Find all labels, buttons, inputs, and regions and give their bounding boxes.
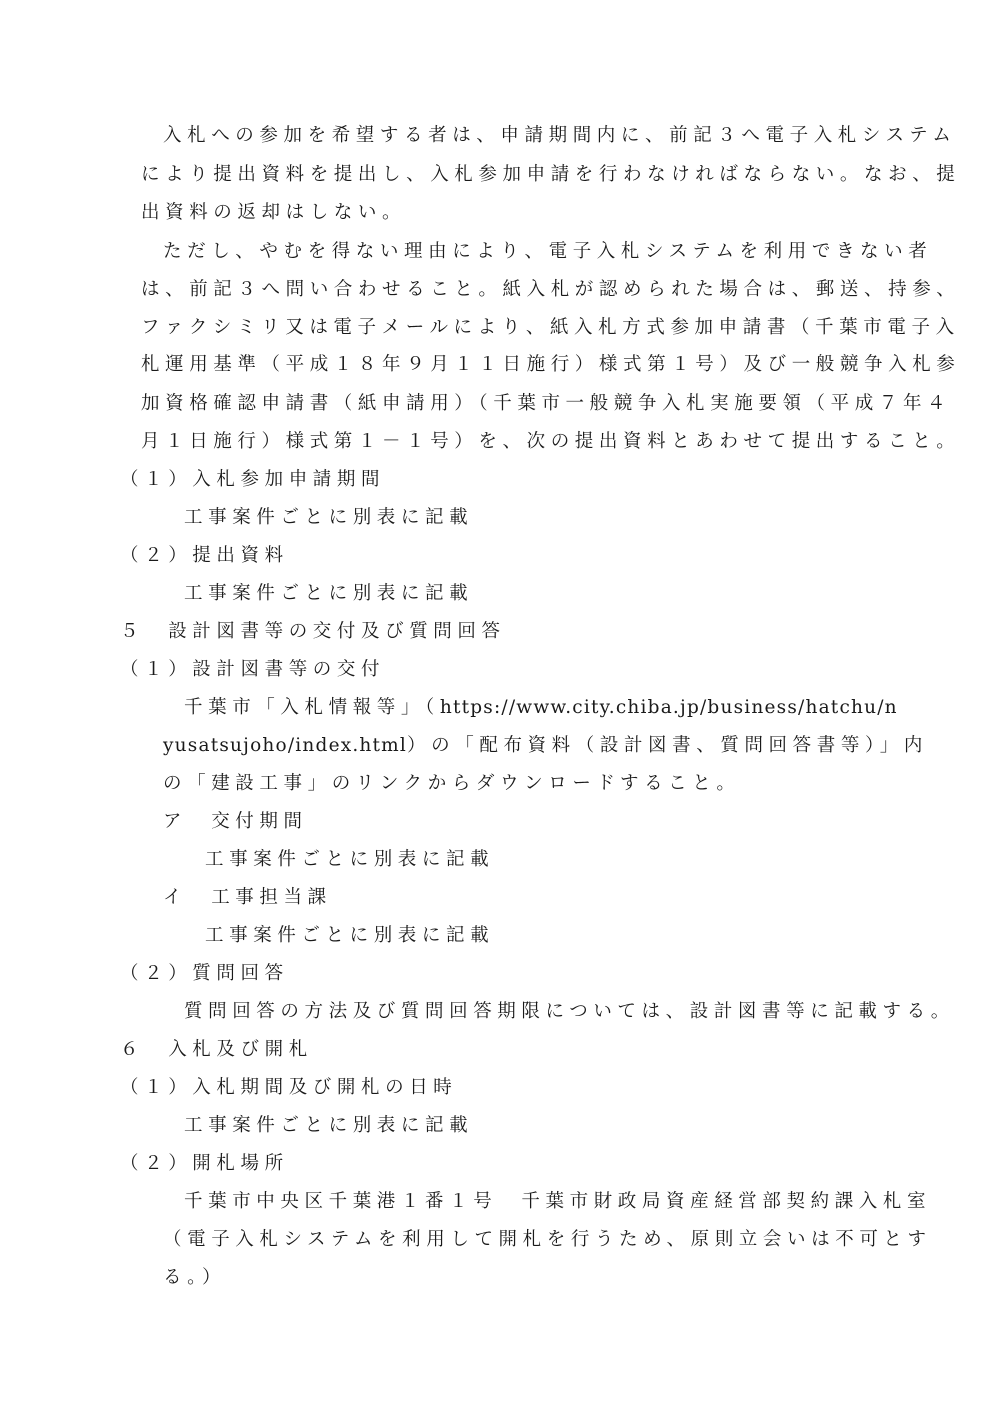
section-6-2-body: 千葉市中央区千葉港１番１号 千葉市財政局資産経営部契約課入札室 — [184, 1191, 932, 1212]
section-5-1-i-body: 工事案件ごとに別表に記載 — [205, 925, 495, 946]
section-5-1-a-body: 工事案件ごとに別表に記載 — [205, 849, 495, 870]
section-6-1-heading: （１）入札期間及び開札の日時 — [120, 1077, 458, 1098]
intro-line-1: 入札への参加を希望する者は、申請期間内に、前記３へ電子入札システム — [163, 125, 957, 146]
url-text-part-1: https://www.city.chiba.jp/business/hatchu/n — [439, 697, 898, 718]
section-5-1-line-1 — [184, 696, 898, 720]
section-6-2-note-line-2: る。） — [163, 1267, 227, 1288]
section-5-2-heading: （２）質問回答 — [120, 963, 289, 984]
intro-line-9: 月１日施行）様式第１－１号）を、次の提出資料とあわせて提出すること。 — [141, 431, 961, 452]
section-4-1-body: 工事案件ごとに別表に記載 — [184, 507, 474, 528]
intro-line-6: ファクシミリ又は電子メールにより、紙入札方式参加申請書（千葉市電子入 — [141, 317, 960, 338]
section-4-2-heading: （２）提出資料 — [120, 545, 289, 566]
section-5-1-line-2-rest: ）の「配布資料（設計図書、質問回答書等）」内 — [407, 735, 928, 756]
section-5-1-line-1-prefix: 千葉市「入札情報等」（ — [184, 697, 440, 718]
section-5-2-body: 質問回答の方法及び質問回答期限については、設計図書等に記載する。 — [184, 1001, 955, 1022]
section-5-1-heading: （１）設計図書等の交付 — [120, 659, 386, 680]
section-4-2-body: 工事案件ごとに別表に記載 — [184, 583, 474, 604]
section-6-2-note-line-1: （電子入札システムを利用して開札を行うため、原則立会いは不可とす — [163, 1229, 932, 1250]
section-5-1-line-2 — [163, 734, 928, 758]
url-text-part-2: yusatsujoho/index.html — [163, 735, 408, 756]
section-6-2-heading: （２）開札場所 — [120, 1153, 289, 1174]
intro-line-4: ただし、やむを得ない理由により、電子入札システムを利用できない者 — [163, 241, 933, 262]
section-6-1-body: 工事案件ごとに別表に記載 — [184, 1115, 474, 1136]
intro-line-5: は、前記３へ問い合わせること。紙入札が認められた場合は、郵送、持参、 — [141, 279, 961, 300]
section-6-heading: ６ 入札及び開札 — [120, 1039, 313, 1060]
intro-line-8: 加資格確認申請書（紙申請用）（千葉市一般競争入札実施要領（平成７年４ — [141, 393, 952, 414]
intro-line-3: 出資料の返却はしない。 — [141, 202, 407, 223]
section-5-1-a-heading: ア 交付期間 — [163, 811, 308, 832]
section-5-1-i-heading: イ 工事担当課 — [163, 887, 332, 908]
section-5-1-line-3: の「建設工事」のリンクからダウンロードすること。 — [163, 773, 741, 794]
section-5-heading: ５ 設計図書等の交付及び質問回答 — [120, 621, 506, 642]
intro-line-2: により提出資料を提出し、入札参加申請を行わなければならない。なお、提 — [141, 164, 961, 185]
intro-line-7: 札運用基準（平成１８年９月１１日施行）様式第１号）及び一般競争入札参 — [141, 354, 961, 375]
section-4-1-heading: （１）入札参加申請期間 — [120, 469, 386, 490]
